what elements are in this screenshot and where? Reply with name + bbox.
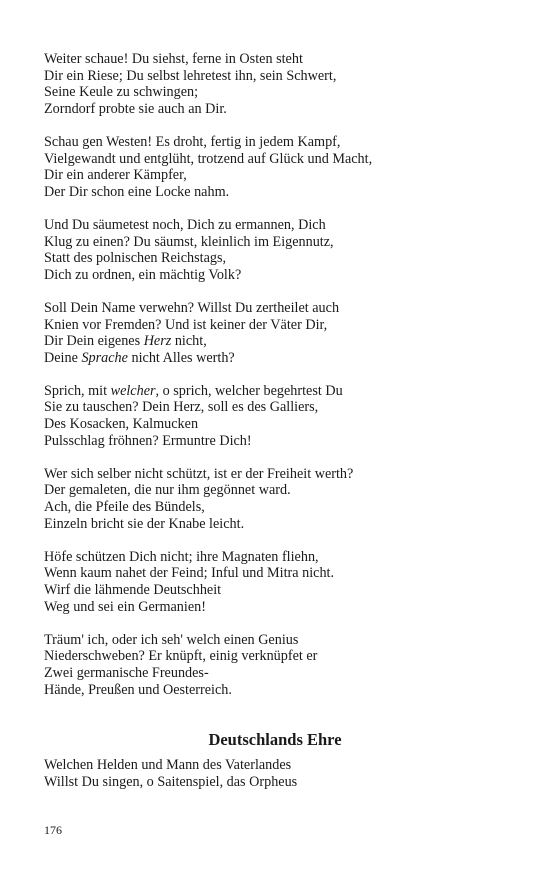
verse-line: Dir ein Riese; Du selbst lehretest ihn, sein Schwert, bbox=[44, 67, 337, 84]
stanza-3 bbox=[44, 217, 514, 283]
stanza-7 bbox=[44, 549, 514, 615]
verse-line: Klug zu einen? Du säumst, kleinlich im Eigennutz, bbox=[44, 233, 334, 250]
verse-line: Weg und sei ein Germanien! bbox=[44, 598, 206, 615]
verse-line: Hände, Preußen und Oesterreich. bbox=[44, 681, 232, 698]
poem-body bbox=[44, 51, 514, 715]
next-poem-body bbox=[44, 757, 514, 790]
verse-line: Sie zu tauschen? Dein Herz, soll es des Galliers, bbox=[44, 399, 319, 416]
verse-line: Höfe schützen Dich nicht; ihre Magnaten fliehn, bbox=[44, 548, 319, 565]
verse-line: Vielgewandt und entglüht, trotzend auf Glück und Macht, bbox=[44, 150, 373, 167]
verse-line: Statt des polnischen Reichstags, bbox=[44, 250, 227, 267]
verse-line: Wirf die lähmende Deutschheit bbox=[44, 582, 222, 598]
verse-line: Zorndorf probte sie auch an Dir. bbox=[44, 100, 227, 117]
verse-line: Dir Dein eigenes Herz nicht, bbox=[44, 333, 207, 350]
verse-line: Einzeln bricht sie der Knabe leicht. bbox=[44, 515, 245, 532]
verse-line: Knien vor Fremden? Und ist keiner der Väter Dir, bbox=[44, 316, 328, 333]
verse-line: Schau gen Westen! Es droht, fertig in jedem Kampf, bbox=[44, 133, 341, 150]
verse-line: Wer sich selber nicht schützt, ist er der Freiheit werth? bbox=[44, 465, 354, 482]
stanza-6 bbox=[44, 466, 514, 532]
verse-line: Dich zu ordnen, ein mächtig Volk? bbox=[44, 266, 242, 283]
verse-line: Pulsschlag fröhnen? Ermuntre Dich! bbox=[44, 432, 252, 449]
stanza-8 bbox=[44, 632, 514, 698]
emphasized-word: welcher bbox=[110, 382, 156, 399]
stanza-2 bbox=[44, 134, 514, 200]
verse-line: Seine Keule zu schwingen; bbox=[44, 84, 199, 101]
verse-line: Ach, die Pfeile des Bündels, bbox=[44, 499, 205, 516]
verse-line: Zwei germanische Freundes- bbox=[44, 664, 209, 681]
stanza-4 bbox=[44, 300, 514, 366]
verse-line: Willst Du singen, o Saitenspiel, das Orpheus bbox=[44, 773, 298, 790]
stanza-5 bbox=[44, 383, 514, 449]
stanza-1 bbox=[44, 51, 514, 117]
emphasized-word: Herz bbox=[143, 333, 172, 350]
verse-line: Des Kosacken, Kalmucken bbox=[44, 416, 199, 433]
verse-line: Träum' ich, oder ich seh' welch einen Genius bbox=[44, 631, 299, 648]
verse-line: Welchen Helden und Mann des Vaterlandes bbox=[44, 757, 292, 773]
verse-line: Deine Sprache nicht Alles werth? bbox=[44, 349, 235, 366]
page-number: 176 bbox=[44, 823, 62, 837]
verse-line: Weiter schaue! Du siehst, ferne in Osten steht bbox=[44, 51, 303, 67]
verse-line: Der Dir schon eine Locke nahm. bbox=[44, 183, 230, 200]
verse-line: Soll Dein Name verwehn? Willst Du zertheilet auch bbox=[44, 299, 340, 316]
verse-line: Dir ein anderer Kämpfer, bbox=[44, 167, 187, 184]
verse-line: Wenn kaum nahet der Feind; Inful und Mitra nicht. bbox=[44, 565, 335, 582]
poem-title: Deutschlands Ehre bbox=[208, 730, 342, 749]
verse-line: Sprich, mit welcher, o sprich, welcher begehrtest Du bbox=[44, 382, 343, 399]
verse-line: Niederschweben? Er knüpft, einig verknüpfet er bbox=[44, 648, 318, 665]
emphasized-word: Sprache bbox=[81, 349, 128, 366]
verse-line: Und Du säumetest noch, Dich zu ermannen, Dich bbox=[44, 216, 326, 233]
verse-line: Der gemaleten, die nur ihm gegönnet ward. bbox=[44, 482, 291, 499]
